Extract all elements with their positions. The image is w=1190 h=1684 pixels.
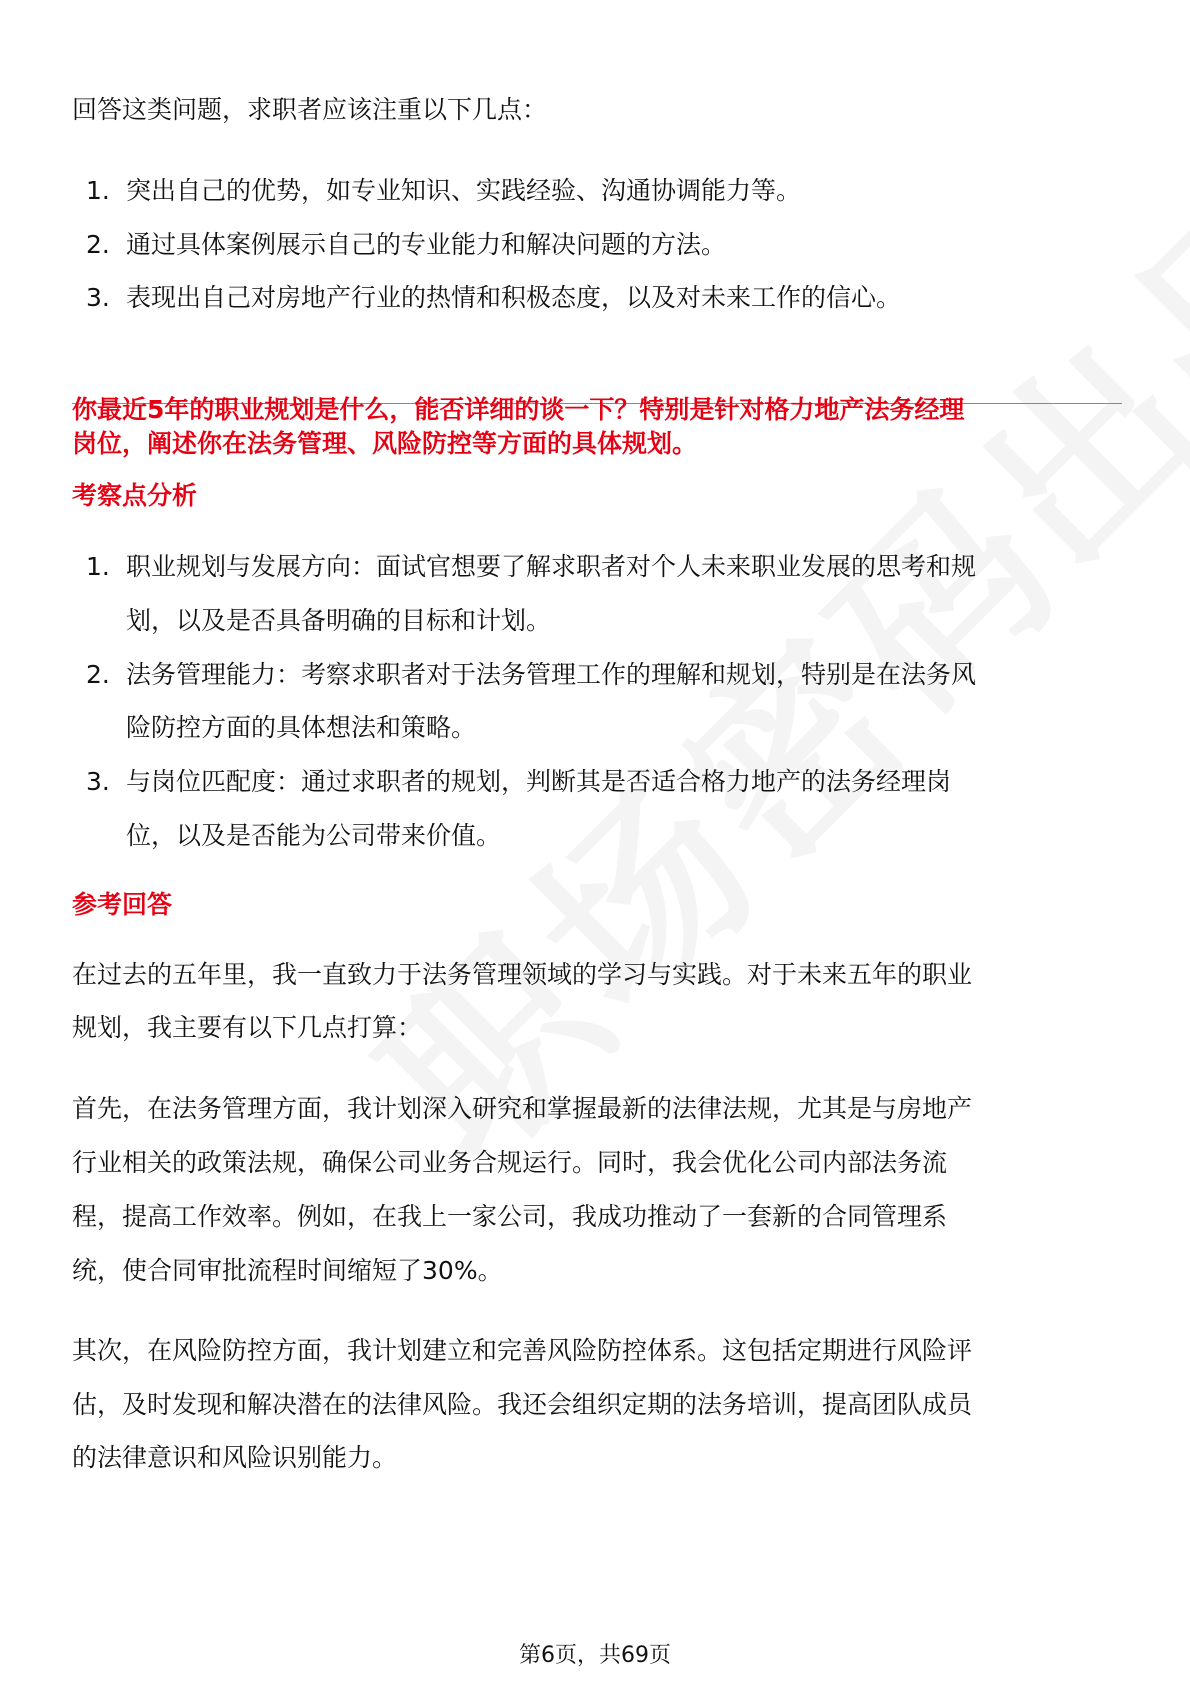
paragraph-line: 估，及时发现和解决潜在的法律风险。我还会组织定期的法务培训，提高团队成员 [72,1390,973,1419]
paragraph-line: 规划，我主要有以下几点打算： [72,1013,423,1042]
paragraph-line: 程，提高工作效率。例如，在我上一家公司，我成功推动了一套新的合同管理系 [72,1202,948,1231]
list-item-line: 职业规划与发展方向：面试官想要了解求职者对个人未来职业发展的思考和规 [126,552,977,581]
list-number: 3. [86,283,110,312]
question-line-2: 岗位，阐述你在法务管理、风险防控等方面的具体规划。 [72,429,698,458]
list-item-line: 划，以及是否具备明确的目标和计划。 [126,606,552,635]
answer-heading: 参考回答 [72,890,173,919]
paragraph-line: 行业相关的政策法规，确保公司业务合规运行。同时，我会优化公司内部法务流 [72,1148,948,1177]
list-item: 突出自己的优势，如专业知识、实践经验、沟通协调能力等。 [126,176,802,205]
paragraph-line: 首先，在法务管理方面，我计划深入研究和掌握最新的法律法规，尤其是与房地产 [72,1094,973,1123]
document-page [72,0,1122,1684]
list-item: 表现出自己对房地产行业的热情和积极态度，以及对未来工作的信心。 [126,283,902,312]
page-footer: 第6页，共69页 [519,1643,671,1668]
paragraph-line: 在过去的五年里，我一直致力于法务管理领域的学习与实践。对于未来五年的职业 [72,960,973,989]
list-item-line: 法务管理能力：考察求职者对于法务管理工作的理解和规划，特别是在法务风 [126,660,977,689]
paragraph-line: 其次，在风险防控方面，我计划建立和完善风险防控体系。这包括定期进行风险评 [72,1336,973,1365]
paragraph-line: 统，使合同审批流程时间缩短了30%。 [72,1256,503,1285]
question-line-1: 你最近5年的职业规划是什么，能否详细的谈一下？特别是针对格力地产法务经理 [72,395,965,424]
paragraph-line: 的法律意识和风险识别能力。 [72,1443,398,1472]
list-number: 1. [86,176,110,205]
analysis-heading: 考察点分析 [72,481,198,510]
list-number: 2. [86,230,110,259]
list-number: 1. [86,552,110,581]
list-number: 3. [86,767,110,796]
intro-text: 回答这类问题，求职者应该注重以下几点： [72,95,548,124]
list-item: 通过具体案例展示自己的专业能力和解决问题的方法。 [126,230,727,259]
list-item-line: 位，以及是否能为公司带来价值。 [126,821,502,850]
list-item-line: 险防控方面的具体想法和策略。 [126,713,477,742]
list-item-line: 与岗位匹配度：通过求职者的规划，判断其是否适合格力地产的法务经理岗 [126,767,952,796]
list-number: 2. [86,660,110,689]
